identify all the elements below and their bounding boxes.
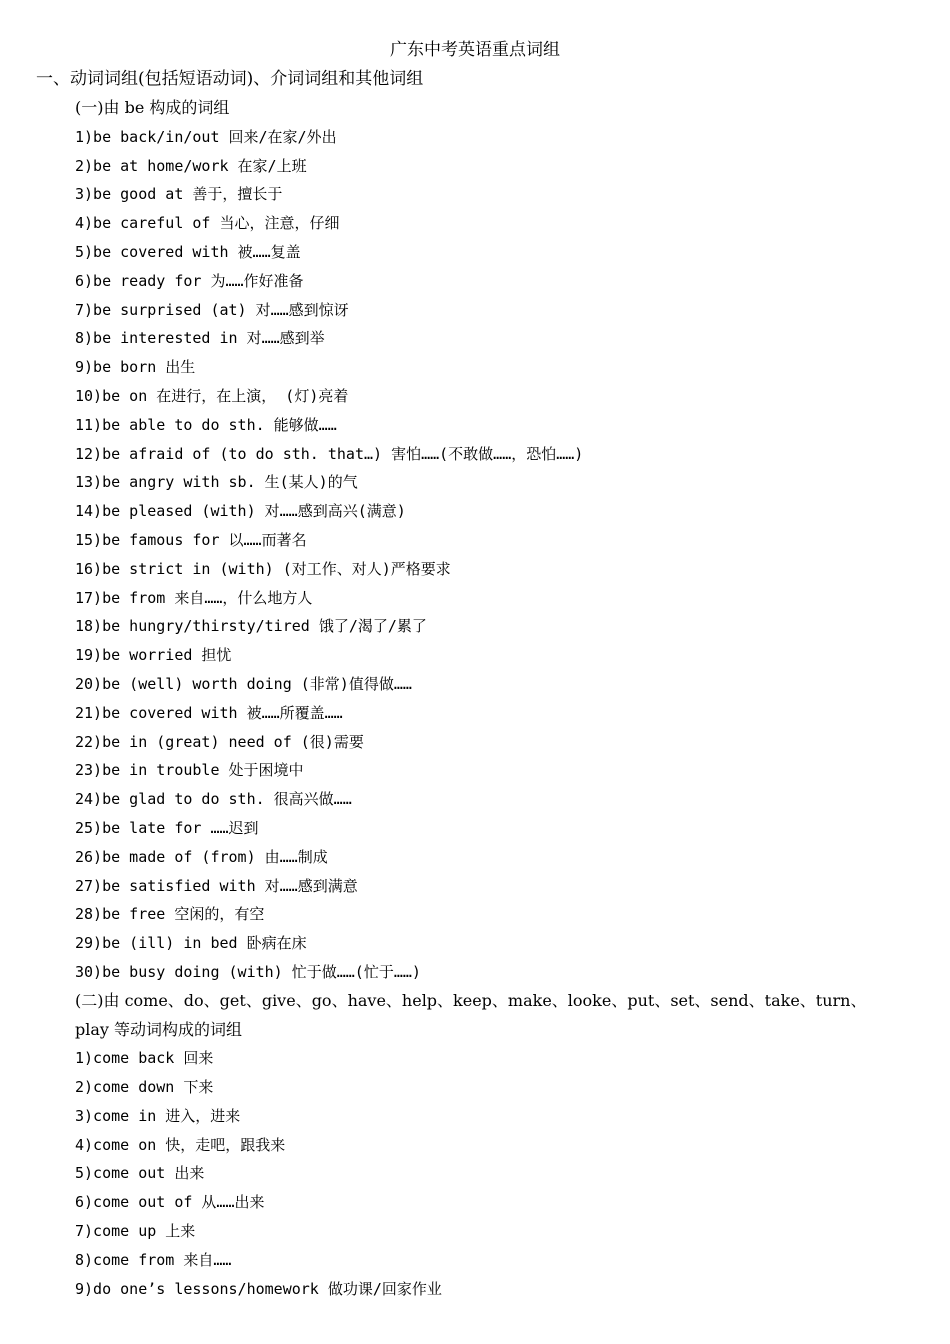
phrase-line: 24)be glad to do sth. 很高兴做…… (75, 790, 352, 809)
phrase-list (75, 96, 935, 1305)
phrase-line: 26)be made of (from) 由……制成 (75, 847, 328, 866)
phrase-line: 6)be ready for 为……作好准备 (75, 271, 304, 290)
phrase-line: 15)be famous for 以……而著名 (75, 530, 307, 549)
phrase-line: 3)be good at 善于，擅长于 (75, 185, 283, 204)
phrase-line: 17)be from 来自……，什么地方人 (75, 588, 313, 607)
phrase-line: 16)be strict in (with) (对工作、对人)严格要求 (75, 559, 451, 578)
phrase-line: 6)come out of 从……出来 (75, 1193, 265, 1212)
phrase-line: 13)be angry with sb. 生(某人)的气 (75, 473, 358, 492)
phrase-line: 30)be busy doing (with) 忙于做……(忙于……) (75, 962, 421, 981)
phrase-line: 9)do one’s lessons/homework 做功课/回家作业 (75, 1279, 442, 1298)
phrase-line: 2)come down 下来 (75, 1078, 214, 1097)
phrase-line: 11)be able to do sth. 能够做…… (75, 415, 337, 434)
subsection-heading: play 等动词构成的词组 (75, 1019, 243, 1039)
phrase-line: 7)be surprised (at) 对……感到惊讶 (75, 300, 349, 319)
phrase-line: 19)be worried 担忧 (75, 646, 232, 665)
phrase-line: 27)be satisfied with 对……感到满意 (75, 876, 358, 895)
subsection-heading: (一)由 be 构成的词组 (75, 98, 230, 117)
phrase-line: 2)be at home/work 在家/上班 (75, 156, 307, 175)
phrase-line: 14)be pleased (with) 对……感到高兴(满意) (75, 502, 406, 521)
phrase-line: 29)be (ill) in bed 卧病在床 (75, 934, 307, 953)
phrase-line: 1)be back/in/out 回来/在家/外出 (75, 127, 337, 146)
phrase-line: 7)come up 上来 (75, 1222, 196, 1241)
phrase-line: 21)be covered with 被……所覆盖…… (75, 703, 343, 722)
phrase-line: 4)come on 快，走吧，跟我来 (75, 1135, 286, 1154)
phrase-line: 25)be late for ……迟到 (75, 818, 259, 837)
section-heading: 一、动词词组(包括短语动词)、介词词组和其他词组 (36, 69, 424, 89)
document-title: 广东中考英语重点词组 (390, 40, 560, 60)
phrase-line: 20)be (well) worth doing (非常)值得做…… (75, 674, 412, 693)
phrase-line: 3)come in 进入，进来 (75, 1106, 241, 1125)
phrase-line: 8)come from 来自…… (75, 1250, 232, 1269)
phrase-line: 5)be covered with 被……复盖 (75, 242, 301, 261)
phrase-line: 5)come out 出来 (75, 1164, 205, 1183)
phrase-line: 8)be interested in 对……感到举 (75, 329, 325, 348)
phrase-line: 18)be hungry/thirsty/tired 饿了/渴了/累了 (75, 617, 427, 636)
phrase-line: 1)come back 回来 (75, 1049, 214, 1068)
phrase-line: 10)be on 在进行，在上演， (灯)亮着 (75, 386, 349, 405)
phrase-line: 9)be born 出生 (75, 358, 196, 377)
phrase-line: 22)be in (great) need of (很)需要 (75, 732, 364, 751)
phrase-line: 28)be free 空闲的，有空 (75, 905, 265, 924)
phrase-line: 12)be afraid of (to do sth. that…) 害怕……(不敢做……，恐怕……) (75, 444, 584, 463)
phrase-line: 4)be careful of 当心，注意，仔细 (75, 214, 340, 233)
phrase-line: 23)be in trouble 处于困境中 (75, 761, 304, 780)
subsection-heading: (二)由 come、do、get、give、go、have、help、keep、make、looke、put、set、send、take、turn、 (75, 990, 867, 1010)
